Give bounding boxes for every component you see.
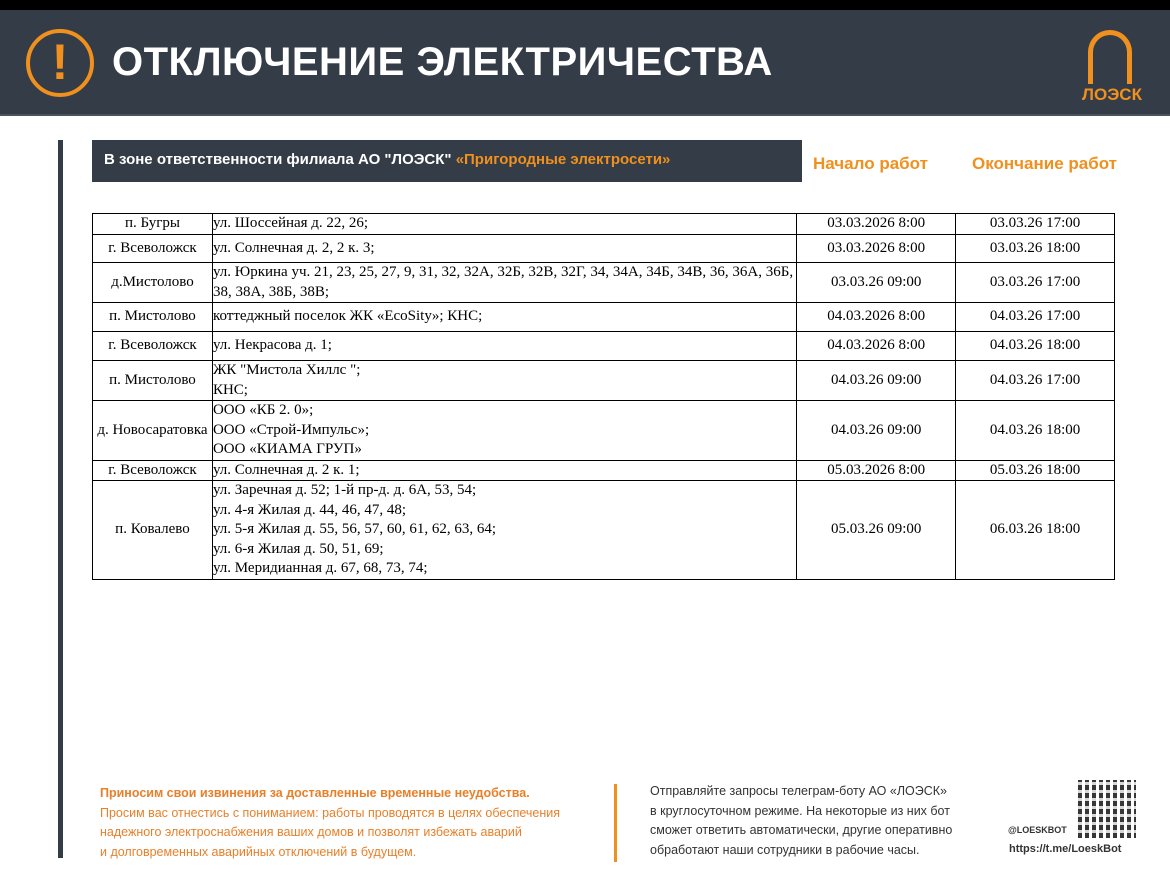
start-cell: 03.03.26 09:00 [797,263,956,303]
address-cell: ул. Некрасова д. 1; [212,332,796,361]
apology-line: и долговременных аварийных отключений в будущем. [100,844,417,859]
left-accent-bar [58,140,63,858]
logo-text: ЛОЭСК [1082,85,1142,104]
address-cell: ул. Солнечная д. 2, 2 к. 3; [212,235,796,263]
start-cell: 03.03.2026 8:00 [797,235,956,263]
end-cell: 03.03.26 17:00 [956,263,1115,303]
place-cell: п. Бугры [93,214,213,235]
zone-branch: «Пригородные электросети» [455,151,671,168]
end-cell: 06.03.26 18:00 [956,481,1115,580]
end-cell: 03.03.26 17:00 [956,214,1115,235]
apology-title: Приносим свои извинения за доставленные временные неудобства. [100,786,530,800]
table-row [93,303,1115,332]
header [0,10,1170,116]
start-cell: 05.03.2026 8:00 [797,460,956,481]
start-cell: 04.03.2026 8:00 [797,303,956,332]
table-row [93,235,1115,263]
address-cell: ЖК "Мистола Хиллс "; КНС; [212,361,796,401]
end-cell: 04.03.26 17:00 [956,303,1115,332]
address-cell: ул. Юркина уч. 21, 23, 25, 27, 9, 31, 32, 32А, 32Б, 32В, 32Г, 34, 34А, 34Б, 34В, 36, 36А, 36Б, 38, 38А, 38Б, 38В; [212,263,796,303]
table-row [93,481,1115,580]
bot-line: Отправляйте запросы телеграм-боту АО «ЛОЭСК» [650,784,947,798]
table-row [93,332,1115,361]
place-cell: д.Мистолово [93,263,213,303]
place-cell: г. Всеволожск [93,332,213,361]
bot-line: обработают наши сотрудники в рабочие часы. [650,842,920,857]
table-row [93,401,1115,461]
address-cell: коттеджный поселок ЖК «EcoSity»; КНС; [212,303,796,332]
start-cell: 04.03.2026 8:00 [797,332,956,361]
page-title: ОТКЛЮЧЕНИЕ ЭЛЕКТРИЧЕСТВА [112,40,773,84]
address-cell: ООО «КБ 2. 0»; ООО «Строй-Импульс»; ООО «КИАМА ГРУП» [212,401,796,461]
table-row [93,361,1115,401]
place-cell: г. Всеволожск [93,460,213,481]
bot-info [650,782,952,860]
place-cell: п. Мистолово [93,361,213,401]
bot-line: сможет ответить автоматически, другие оперативно [650,823,953,837]
start-cell: 04.03.26 09:00 [797,361,956,401]
outage-table [92,213,1115,580]
start-cell: 05.03.26 09:00 [797,481,956,580]
start-cell: 03.03.2026 8:00 [797,214,956,235]
apology-block [100,784,560,862]
apology-line: надежного электроснабжения ваших домов и позволят избежать аварий [100,825,522,839]
bot-link[interactable]: https://t.me/LoeskBot [1009,843,1122,855]
loesk-logo [1082,30,1142,110]
place-cell: г. Всеволожск [93,235,213,263]
end-cell: 03.03.26 18:00 [956,235,1115,263]
table-row [93,263,1115,303]
end-cell: 04.03.26 18:00 [956,401,1115,461]
footer-divider [614,784,617,862]
zone-prefix: В зоне ответственности филиала АО "ЛОЭСК" [104,151,452,168]
end-column-header: Окончание работ [972,154,1118,173]
start-cell: 04.03.26 09:00 [797,401,956,461]
start-column-header: Начало работ [813,154,928,173]
top-strip [0,0,1170,10]
qr-code-icon[interactable] [1078,780,1136,838]
address-cell: ул. Шоссейная д. 22, 26; [212,214,796,235]
end-cell: 04.03.26 17:00 [956,361,1115,401]
zone-banner [92,140,802,182]
end-cell: 05.03.26 18:00 [956,460,1115,481]
place-cell: п. Ковалево [93,481,213,580]
end-cell: 04.03.26 18:00 [956,332,1115,361]
table-row [93,214,1115,235]
address-cell: ул. Заречная д. 52; 1-й пр-д. д. 6А, 53, 54; ул. 4-я Жилая д. 44, 46, 47, 48; ул. 5-я Жилая д. 55, 56, 57, 60, 61, 62, 63, 64; ул. 6-я Жилая д. 50, 51, 69; ул. Меридианная д. 67, 68, 73, 74; [212,481,796,580]
place-cell: д. Новосаратовка [93,401,213,461]
warning-icon: ! [26,29,94,97]
apology-line: Просим вас отнестись с пониманием: работы проводятся в целях обеспечения [100,805,561,820]
address-cell: ул. Солнечная д. 2 к. 1; [212,460,796,481]
place-cell: п. Мистолово [93,303,213,332]
table-row [93,460,1115,481]
bot-line: в круглосуточном режиме. На некоторые из них бот [650,803,950,818]
bot-handle: @LOESKBOT [1008,825,1067,835]
logo-arc-icon [1088,30,1132,84]
